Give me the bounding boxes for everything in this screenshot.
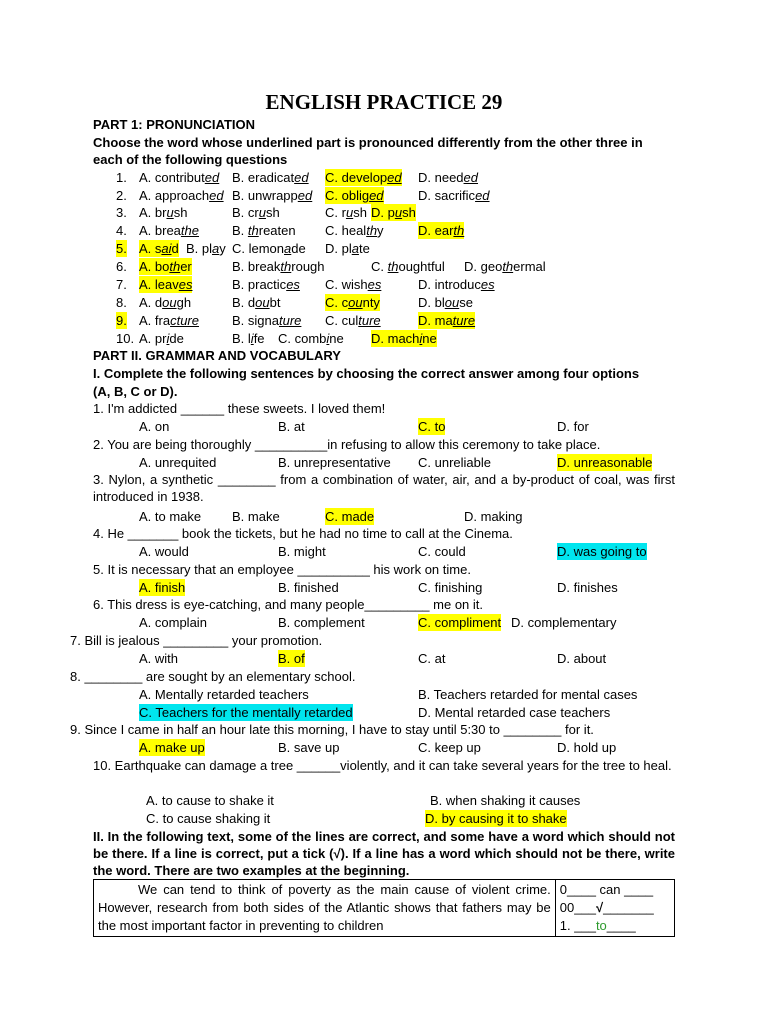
option-a: A. to make: [139, 509, 202, 524]
option-b: B. unrepresentative: [278, 455, 391, 470]
section2-instruction: II. In the following text, some of the lines are correct, and some have a word which should not be there. If a line is correct, put a tick (√). If a line has a word which should not be there, write the word. There are two examples at the beginning.: [93, 829, 675, 878]
option-b: B. signature: [232, 313, 302, 328]
option-c-answer: C. made: [325, 509, 375, 524]
option-d: D. hold up: [557, 740, 617, 755]
option-d: D. making: [464, 509, 523, 524]
grammar-question: 10. Earthquake can damage a tree ______violently, and it can take several years for the tree to heal.: [93, 758, 672, 773]
part2-instruction-cont: (A, B, C or D).: [93, 384, 178, 399]
option-b: B. eradicated: [232, 170, 309, 185]
option-a: A. on: [139, 419, 170, 434]
option-b: B. might: [278, 544, 326, 559]
option-b: B. complement: [278, 615, 365, 630]
option-a: A. brush: [139, 205, 188, 220]
option-a-answer: A. leaves: [139, 277, 193, 292]
option-c: C. unreliable: [418, 455, 491, 470]
grammar-question: 2. You are being thoroughly __________in refusing to allow this ceremony to take place.: [93, 437, 601, 452]
option-a: A. pride: [139, 331, 184, 346]
option-b: B. make: [232, 509, 280, 524]
option-d: D. blouse: [418, 295, 473, 310]
option-c: C. at: [418, 651, 446, 666]
error-correction-table: [93, 879, 675, 937]
answer-column: [555, 880, 674, 937]
option-c-answer: C. developed: [325, 170, 402, 185]
option-b: B. play: [186, 241, 226, 256]
grammar-question: 9. Since I came in half an hour late this morning, I have to stay until 5:30 to ________ for it.: [70, 722, 594, 737]
option-b: B. crush: [232, 205, 280, 220]
option-b: B. save up: [278, 740, 340, 755]
part1-instruction: Choose the word whose underlined part is pronounced differently from the other three in: [93, 135, 643, 150]
option-a-answer: A. bother: [139, 259, 192, 274]
part2-instruction: I. Complete the following sentences by choosing the correct answer among four options: [93, 366, 640, 381]
option-b: B. unwrapped: [232, 188, 313, 203]
option-d-answer: D. unreasonable: [557, 455, 653, 470]
option-d: D. Mental retarded case teachers: [418, 705, 611, 720]
option-c-answer: C. Teachers for the mentally retarded: [139, 705, 353, 720]
option-c: C. keep up: [418, 740, 481, 755]
option-d-answer: D. mature: [418, 313, 476, 328]
option-d: D. introduces: [418, 277, 495, 292]
option-d: D. for: [557, 419, 589, 434]
option-c: C. wishes: [325, 277, 382, 292]
option-a: A. with: [139, 651, 179, 666]
option-d: D. plate: [325, 241, 370, 256]
page-title: ENGLISH PRACTICE 29: [265, 90, 503, 114]
option-d: D. complementary: [511, 615, 617, 630]
option-b: B. when shaking it causes: [430, 793, 581, 808]
option-a: A. unrequited: [139, 455, 217, 470]
option-d-answer: D. was going to: [557, 544, 647, 559]
option-c: C. lemonade: [232, 241, 306, 256]
option-a: A. dough: [139, 295, 192, 310]
option-b: B. Teachers retarded for mental cases: [418, 687, 638, 702]
grammar-question: 8. ________ are sought by an elementary school.: [70, 669, 356, 684]
option-c-answer: C. compliment: [418, 615, 502, 630]
option-a-answer: A. said: [139, 241, 179, 256]
option-c: C. could: [418, 544, 466, 559]
passage-text: We can tend to think of poverty as the main cause of violent crime. However, research from both sides of the Atlantic shows that fathers may be the most important factor in preventing to children: [94, 880, 556, 937]
option-d-answer: D. by causing it to shake: [425, 811, 567, 826]
option-b: B. life: [232, 331, 265, 346]
option-c: C. finishing: [418, 580, 483, 595]
option-c: C. rush: [325, 205, 367, 220]
option-a: A. fracture: [139, 313, 199, 328]
option-d-answer: D. push: [371, 205, 416, 220]
option-c-answer: C. county: [325, 295, 380, 310]
option-c-answer: C. obliged: [325, 188, 384, 203]
option-a: A. Mentally retarded teachers: [139, 687, 309, 702]
option-b: B. finished: [278, 580, 339, 595]
option-a: A. to cause to shake it: [146, 793, 274, 808]
option-d: D. needed: [418, 170, 479, 185]
option-a: A. complain: [139, 615, 207, 630]
option-c: C. combine: [278, 331, 344, 346]
option-a: A. would: [139, 544, 189, 559]
option-a: A. approached: [139, 188, 224, 203]
option-d: D. finishes: [557, 580, 618, 595]
option-d-answer: D. machine: [371, 331, 437, 346]
option-c: C. culture: [325, 313, 381, 328]
option-c: C. healthy: [325, 223, 384, 238]
grammar-question: 7. Bill is jealous _________ your promotion.: [70, 633, 323, 648]
part1-heading: PART 1: PRONUNCIATION: [93, 117, 256, 132]
answer-line: 1. ___to____: [559, 918, 636, 933]
grammar-question: 1. I'm addicted ______ these sweets. I loved them!: [93, 401, 386, 416]
grammar-question: 6. This dress is eye-catching, and many people_________ me on it.: [93, 597, 483, 612]
option-c-answer: C. to: [418, 419, 446, 434]
option-b: B. practices: [232, 277, 300, 292]
option-d: D. geothermal: [464, 259, 546, 274]
option-b: B. doubt: [232, 295, 281, 310]
option-d: D. sacrificed: [418, 188, 490, 203]
option-c: C. thoughtful: [371, 259, 445, 274]
answer-line: 00___√_______: [559, 900, 654, 915]
option-b: B. threaten: [232, 223, 296, 238]
option-a: A. contributed: [139, 170, 220, 185]
option-a-answer: A. make up: [139, 740, 205, 755]
option-d: D. about: [557, 651, 607, 666]
grammar-question: 3. Nylon, a synthetic ________ from a combination of water, air, and a by-product of coal, was first introduced in 1938.: [93, 472, 675, 504]
option-c: C. to cause shaking it: [146, 811, 271, 826]
option-a-answer: A. finish: [139, 580, 186, 595]
option-b: B. at: [278, 419, 305, 434]
grammar-question: 4. He _______ book the tickets, but he had no time to call at the Cinema.: [93, 526, 513, 541]
grammar-question: 5. It is necessary that an employee __________ his work on time.: [93, 562, 471, 577]
part2-heading: PART II. GRAMMAR AND VOCABULARY: [93, 348, 341, 363]
answer-line: 0____ can ____: [559, 882, 654, 897]
option-d-answer: D. earth: [418, 223, 465, 238]
option-a: A. breathe: [139, 223, 199, 238]
option-b: B. breakthrough: [232, 259, 325, 274]
part1-instruction-cont: each of the following questions: [93, 152, 288, 167]
option-b-answer: B. of: [278, 651, 305, 666]
